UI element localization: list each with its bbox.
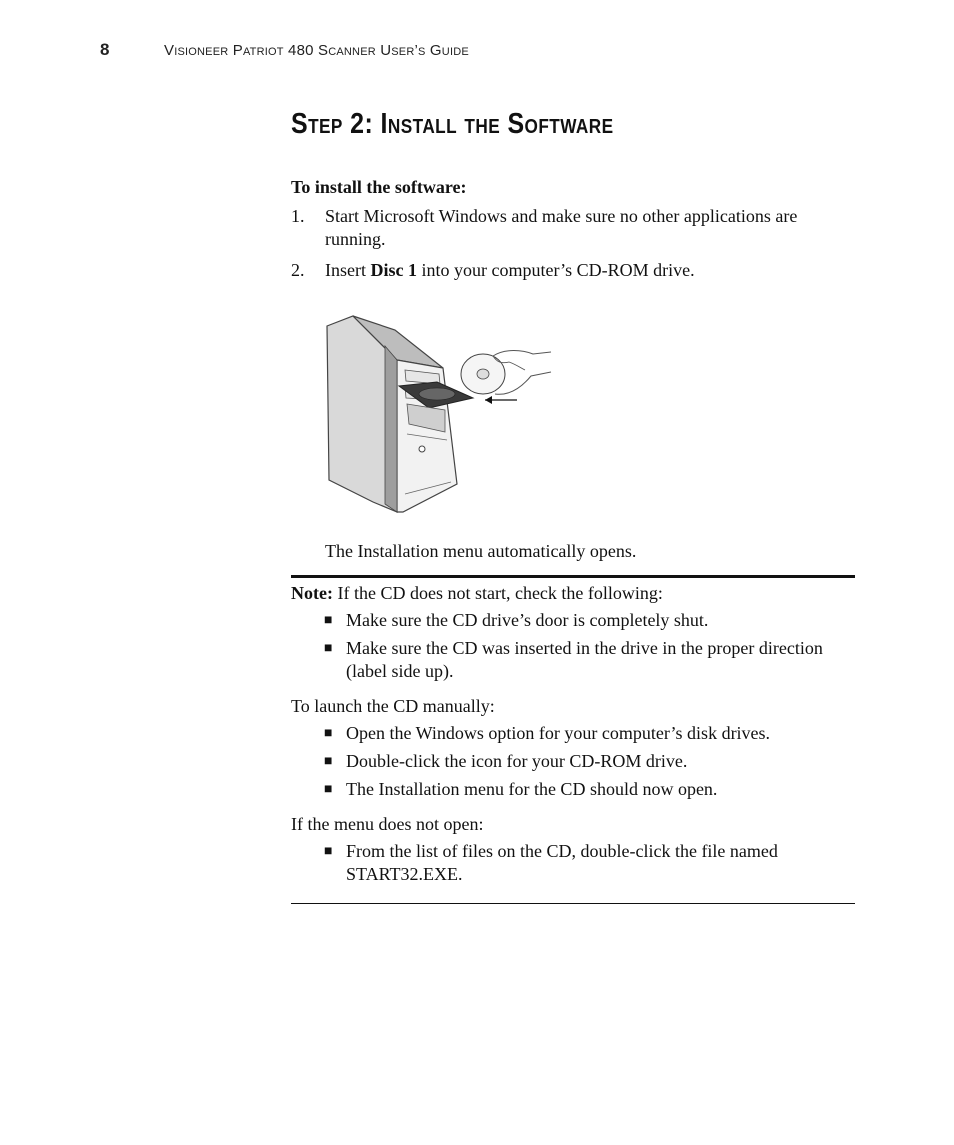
list-item [324, 609, 855, 632]
list-item [324, 750, 855, 773]
launch-intro: To launch the CD manually: [291, 696, 495, 716]
launch-bullet-list [291, 722, 855, 801]
page-header [100, 40, 469, 60]
bullet-text: Make sure the CD drive’s door is completely shut. [346, 610, 709, 630]
step-number: 2. [291, 260, 305, 280]
step-item [291, 259, 855, 282]
bullet-text: From the list of files on the CD, double-click the file named START32.EXE. [346, 841, 778, 884]
note-label: Note: [291, 583, 333, 603]
square-bullet-icon: ■ [324, 844, 333, 859]
note-bullet-list [291, 609, 855, 683]
main-content [291, 176, 855, 904]
square-bullet-icon: ■ [324, 726, 333, 741]
note-box [291, 575, 855, 904]
square-bullet-icon: ■ [324, 754, 333, 769]
step-text-post: into your computer’s CD-ROM drive. [416, 260, 695, 280]
list-item [324, 637, 855, 683]
square-bullet-icon: ■ [324, 641, 333, 656]
square-bullet-icon: ■ [324, 782, 333, 797]
page-heading: Step 2: Install the Software [291, 108, 614, 140]
menu-bullet-list [291, 840, 855, 886]
disc-label: Disc 1 [370, 260, 417, 280]
step-item [291, 205, 855, 251]
after-illustration-text: The Installation menu automatically opens. [325, 541, 637, 561]
step-text-pre: Insert [325, 260, 371, 280]
menu-intro: If the menu does not open: [291, 814, 484, 834]
note-text: If the CD does not start, check the following: [332, 583, 663, 603]
step-text: Start Microsoft Windows and make sure no other applications are running. [325, 206, 798, 249]
bullet-text: The Installation menu for the CD should now open. [346, 779, 718, 799]
step-text [325, 259, 695, 282]
list-item [324, 778, 855, 801]
procedure-subheading: To install the software: [291, 177, 467, 197]
bullet-text: Open the Windows option for your computer’s disk drives. [346, 723, 771, 743]
bullet-text: Double-click the icon for your CD-ROM drive. [346, 751, 688, 771]
list-item [324, 722, 855, 745]
running-title: Visioneer Patriot 480 Scanner User’s Guide [164, 42, 469, 59]
page-number: 8 [100, 40, 110, 59]
square-bullet-icon: ■ [324, 613, 333, 628]
note-intro [291, 582, 855, 605]
list-item [324, 840, 855, 886]
step-number: 1. [291, 206, 305, 226]
bullet-text: Make sure the CD was inserted in the drive in the proper direction (label side up). [346, 638, 823, 681]
computer-cd-illustration [325, 304, 565, 514]
